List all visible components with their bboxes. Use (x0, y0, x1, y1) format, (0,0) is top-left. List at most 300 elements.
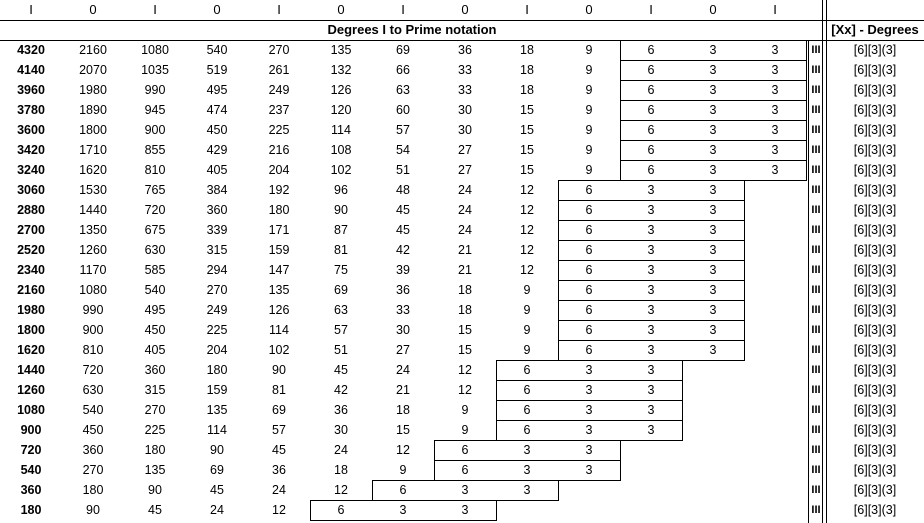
table-cell: 6 (337, 503, 345, 517)
row-degree-cell: 2700 (17, 223, 45, 237)
table-cell: 6 (399, 483, 407, 497)
table-cell: 126 (268, 303, 290, 317)
table-cell: 33 (458, 63, 472, 77)
header-cell: 0 (709, 2, 717, 17)
marker-cell: III (811, 64, 821, 76)
table-cell: 315 (206, 243, 228, 257)
table-cell: 9 (585, 163, 593, 177)
header-cell: 0 (213, 2, 221, 17)
table-cell: 945 (144, 103, 166, 117)
table-cell: 6 (523, 403, 531, 417)
marker-cell: III (811, 484, 821, 496)
table-cell: 720 (144, 203, 166, 217)
table-cell: 180 (268, 203, 290, 217)
table-cell: 114 (207, 423, 227, 437)
marker-cell: III (811, 164, 821, 176)
table-cell: 1620 (79, 163, 107, 177)
marker-cell: III (811, 104, 821, 116)
marker-cell: III (811, 504, 821, 516)
table-cell: 495 (206, 83, 228, 97)
table-cell: 45 (396, 203, 410, 217)
table-cell: 1710 (79, 143, 107, 157)
table-cell: 33 (396, 303, 410, 317)
table-cell: 630 (82, 383, 104, 397)
table-cell: 204 (206, 343, 228, 357)
table-cell: 450 (144, 323, 166, 337)
table-cell: 6 (647, 123, 655, 137)
header-cell: I (29, 2, 33, 17)
table-cell: 3 (585, 403, 593, 417)
table-cell: 3 (709, 223, 717, 237)
table-cell: 30 (458, 123, 472, 137)
table-cell: 495 (144, 303, 166, 317)
table-cell: 3 (399, 503, 407, 517)
table-cell: 45 (396, 223, 410, 237)
table-cell: 519 (206, 63, 228, 77)
table-cell: 1080 (141, 43, 169, 57)
right-value-cell: [6][3](3] (853, 483, 897, 497)
table-cell: 6 (585, 203, 593, 217)
table-cell: 24 (272, 483, 286, 497)
table-cell: 9 (585, 103, 593, 117)
table-cell: 45 (148, 503, 162, 517)
table-cell: 114 (269, 323, 289, 337)
highlight-box (558, 320, 745, 341)
table-cell: 360 (144, 363, 166, 377)
header-cell: 0 (585, 2, 593, 17)
table-cell: 18 (458, 303, 472, 317)
header-cell: 0 (89, 2, 97, 17)
table-cell: 3 (709, 283, 717, 297)
table-cell: 6 (585, 323, 593, 337)
table-cell: 69 (396, 43, 410, 57)
table-cell: 900 (144, 123, 166, 137)
highlight-box (310, 500, 497, 521)
row-degree-cell: 720 (20, 443, 42, 457)
highlight-box (558, 220, 745, 241)
table-cell: 9 (399, 463, 407, 477)
row-degree-cell: 1980 (17, 303, 45, 317)
table-cell: 18 (458, 283, 472, 297)
table-cell: 3 (647, 283, 655, 297)
table-cell: 225 (206, 323, 228, 337)
table-cell: 810 (82, 343, 104, 357)
highlight-box (620, 60, 807, 81)
right-value-cell: [6][3](3] (853, 283, 897, 297)
table-cell: 12 (520, 183, 534, 197)
table-cell: 180 (206, 363, 228, 377)
table-cell: 21 (458, 263, 472, 277)
marker-cell: III (811, 444, 821, 456)
table-cell: 24 (458, 183, 472, 197)
highlight-box (372, 480, 559, 501)
row-degree-cell: 1440 (17, 363, 45, 377)
table-cell: 3 (647, 383, 655, 397)
right-value-cell: [6][3](3] (853, 403, 897, 417)
right-value-cell: [6][3](3] (853, 343, 897, 357)
table-title: Degrees I to Prime notation (327, 22, 497, 37)
row-degree-cell: 3420 (17, 143, 45, 157)
right-value-cell: [6][3](3] (853, 83, 897, 97)
table-cell: 3 (771, 163, 779, 177)
table-cell: 474 (206, 103, 228, 117)
table-cell: 9 (585, 63, 593, 77)
table-cell: 315 (144, 383, 166, 397)
table-cell: 2070 (79, 63, 107, 77)
table-cell: 3 (585, 463, 593, 477)
table-cell: 3 (647, 243, 655, 257)
table-cell: 21 (458, 243, 472, 257)
right-value-cell: [6][3](3] (853, 503, 897, 517)
table-cell: 3 (709, 263, 717, 277)
right-value-cell: [6][3](3] (853, 423, 897, 437)
table-cell: 900 (82, 323, 104, 337)
row-degree-cell: 3780 (17, 103, 45, 117)
table-cell: 3 (771, 83, 779, 97)
table-cell: 12 (458, 363, 472, 377)
table-cell: 126 (330, 83, 352, 97)
table-cell: 81 (334, 243, 348, 257)
table-cell: 3 (461, 483, 469, 497)
table-cell: 294 (206, 263, 228, 277)
table-cell: 54 (396, 143, 410, 157)
table-cell: 3 (709, 163, 717, 177)
table-cell: 192 (268, 183, 290, 197)
table-cell: 81 (272, 383, 286, 397)
table-cell: 42 (396, 243, 410, 257)
table-cell: 1260 (79, 243, 107, 257)
table-cell: 3 (647, 403, 655, 417)
header-cell: I (277, 2, 281, 17)
table-cell: 6 (585, 283, 593, 297)
table-cell: 15 (458, 323, 472, 337)
row-degree-cell: 2340 (17, 263, 45, 277)
row-degree-cell: 2880 (17, 203, 45, 217)
row-degree-cell: 360 (20, 483, 42, 497)
table-cell: 204 (268, 163, 290, 177)
table-cell: 3 (709, 63, 717, 77)
table-cell: 6 (461, 443, 469, 457)
table-cell: 9 (461, 403, 469, 417)
table-cell: 990 (82, 303, 104, 317)
table-cell: 3 (709, 123, 717, 137)
row-degree-cell: 540 (20, 463, 42, 477)
marker-cell: III (811, 44, 821, 56)
table-cell: 12 (458, 383, 472, 397)
table-cell: 3 (585, 383, 593, 397)
marker-cell: III (811, 324, 821, 336)
table-cell: 630 (144, 243, 166, 257)
table-cell: 24 (458, 223, 472, 237)
table-cell: 1170 (79, 263, 107, 277)
row-degree-cell: 3060 (17, 183, 45, 197)
table-cell: 6 (523, 363, 531, 377)
right-column-title: [Xx] - Degrees (831, 22, 919, 37)
marker-cell: III (811, 224, 821, 236)
table-cell: 87 (334, 223, 348, 237)
table-cell: 3 (461, 503, 469, 517)
table-cell: 9 (523, 323, 531, 337)
table-cell: 18 (396, 403, 410, 417)
highlight-box (434, 460, 621, 481)
right-value-cell: [6][3](3] (853, 223, 897, 237)
table-cell: 63 (334, 303, 348, 317)
table-cell: 12 (396, 443, 410, 457)
table-cell: 27 (458, 143, 472, 157)
table-cell: 3 (647, 203, 655, 217)
right-value-cell: [6][3](3] (853, 323, 897, 337)
table-cell: 249 (268, 83, 290, 97)
highlight-box (558, 280, 745, 301)
table-cell: 36 (334, 403, 348, 417)
right-value-cell: [6][3](3] (853, 383, 897, 397)
table-cell: 96 (334, 183, 348, 197)
table-cell: 135 (330, 43, 352, 57)
table-cell: 6 (461, 463, 469, 477)
table-cell: 15 (520, 103, 534, 117)
table-cell: 3 (523, 443, 531, 457)
table-cell: 3 (585, 363, 593, 377)
table-cell: 159 (206, 383, 228, 397)
highlight-box (558, 200, 745, 221)
table-cell: 135 (268, 283, 290, 297)
table-cell: 30 (334, 423, 348, 437)
table-cell: 216 (268, 143, 290, 157)
table-cell: 3 (709, 323, 717, 337)
table-cell: 18 (520, 63, 534, 77)
table-cell: 237 (268, 103, 290, 117)
table-cell: 12 (520, 263, 534, 277)
table-cell: 3 (709, 83, 717, 97)
table-cell: 9 (523, 343, 531, 357)
table-cell: 3 (771, 123, 779, 137)
table-cell: 6 (585, 243, 593, 257)
marker-cell: III (811, 124, 821, 136)
marker-cell: III (811, 184, 821, 196)
marker-cell: III (811, 424, 821, 436)
row-degree-cell: 4320 (17, 43, 45, 57)
table-cell: 6 (647, 63, 655, 77)
table-cell: 1350 (79, 223, 107, 237)
right-value-cell: [6][3](3] (853, 243, 897, 257)
table-cell: 765 (144, 183, 166, 197)
table-cell: 75 (334, 263, 348, 277)
right-value-cell: [6][3](3] (853, 123, 897, 137)
table-cell: 6 (647, 43, 655, 57)
highlight-box (558, 260, 745, 281)
table-cell: 3 (709, 103, 717, 117)
table-cell: 57 (334, 323, 348, 337)
right-value-cell: [6][3](3] (853, 443, 897, 457)
row-degree-cell: 1800 (17, 323, 45, 337)
marker-cell: III (811, 364, 821, 376)
table-cell: 51 (396, 163, 410, 177)
table-cell: 102 (268, 343, 290, 357)
table-cell: 90 (334, 203, 348, 217)
highlight-box (496, 380, 683, 401)
table-cell: 30 (396, 323, 410, 337)
table-cell: 1890 (79, 103, 107, 117)
table-cell: 69 (210, 463, 224, 477)
marker-cell: III (811, 384, 821, 396)
table-cell: 405 (206, 163, 228, 177)
table-cell: 249 (206, 303, 228, 317)
table-cell: 3 (771, 143, 779, 157)
highlight-box (558, 180, 745, 201)
row-degree-cell: 3600 (17, 123, 45, 137)
highlight-box (620, 80, 807, 101)
table-cell: 3 (647, 263, 655, 277)
table-cell: 36 (458, 43, 472, 57)
highlight-box (558, 340, 745, 361)
table-cell: 1035 (141, 63, 169, 77)
row-degree-cell: 180 (20, 503, 42, 517)
table-cell: 132 (330, 63, 352, 77)
table-cell: 36 (396, 283, 410, 297)
table-cell: 3 (709, 343, 717, 357)
table-cell: 9 (523, 303, 531, 317)
right-value-cell: [6][3](3] (853, 363, 897, 377)
table-cell: 45 (272, 443, 286, 457)
table-cell: 18 (520, 83, 534, 97)
table-cell: 3 (647, 183, 655, 197)
table-cell: 3 (523, 463, 531, 477)
marker-cell: III (811, 344, 821, 356)
table-cell: 3 (647, 323, 655, 337)
table-cell: 60 (396, 103, 410, 117)
table-cell: 6 (585, 303, 593, 317)
table-cell: 384 (206, 183, 228, 197)
table-cell: 90 (86, 503, 100, 517)
table-cell: 675 (144, 223, 166, 237)
table-cell: 540 (144, 283, 166, 297)
table-cell: 270 (82, 463, 104, 477)
table-cell: 6 (585, 343, 593, 357)
table-cell: 6 (585, 183, 593, 197)
right-value-cell: [6][3](3] (853, 43, 897, 57)
table-cell: 3 (523, 483, 531, 497)
highlight-box (558, 240, 745, 261)
table-cell: 66 (396, 63, 410, 77)
row-degree-cell: 900 (20, 423, 42, 437)
marker-cell: III (811, 404, 821, 416)
highlight-box (620, 120, 807, 141)
table-cell: 6 (647, 143, 655, 157)
header-cell: 0 (461, 2, 469, 17)
table-cell: 12 (520, 243, 534, 257)
table-cell: 90 (272, 363, 286, 377)
table-cell: 3 (709, 183, 717, 197)
table-cell: 90 (148, 483, 162, 497)
table-cell: 147 (268, 263, 290, 277)
table-cell: 45 (210, 483, 224, 497)
table-cell: 15 (520, 163, 534, 177)
table-cell: 57 (272, 423, 286, 437)
table-cell: 63 (396, 83, 410, 97)
table-cell: 24 (334, 443, 348, 457)
highlight-box (496, 360, 683, 381)
table-cell: 3 (709, 43, 717, 57)
table-cell: 1980 (79, 83, 107, 97)
table-cell: 135 (144, 463, 166, 477)
right-value-cell: [6][3](3] (853, 303, 897, 317)
table-cell: 18 (520, 43, 534, 57)
table-cell: 12 (272, 503, 286, 517)
right-value-cell: [6][3](3] (853, 463, 897, 477)
highlight-box (496, 400, 683, 421)
marker-cell: III (811, 144, 821, 156)
table-cell: 270 (144, 403, 166, 417)
table-cell: 18 (334, 463, 348, 477)
table-cell: 6 (647, 163, 655, 177)
table-cell: 9 (461, 423, 469, 437)
right-value-cell: [6][3](3] (853, 163, 897, 177)
table-cell: 720 (82, 363, 104, 377)
marker-cell: III (811, 84, 821, 96)
header-cell: I (153, 2, 157, 17)
table-cell: 24 (210, 503, 224, 517)
table-cell: 9 (585, 43, 593, 57)
marker-cell: III (811, 204, 821, 216)
row-degree-cell: 2160 (17, 283, 45, 297)
table-cell: 450 (206, 123, 228, 137)
table-cell: 114 (331, 123, 351, 137)
table-cell: 3 (647, 363, 655, 377)
marker-cell: III (811, 284, 821, 296)
table-cell: 12 (520, 203, 534, 217)
table-cell: 69 (334, 283, 348, 297)
marker-cell: III (811, 304, 821, 316)
row-degree-cell: 4140 (17, 63, 45, 77)
right-value-cell: [6][3](3] (853, 203, 897, 217)
header-cell: I (773, 2, 777, 17)
table-cell: 6 (585, 223, 593, 237)
highlight-box (558, 300, 745, 321)
table-cell: 48 (396, 183, 410, 197)
table-cell: 3 (709, 243, 717, 257)
table-cell: 27 (396, 343, 410, 357)
table-cell: 360 (206, 203, 228, 217)
table-cell: 9 (585, 143, 593, 157)
table-cell: 135 (206, 403, 228, 417)
table-cell: 225 (144, 423, 166, 437)
highlight-box (434, 440, 621, 461)
table-cell: 30 (458, 103, 472, 117)
row-degree-cell: 3960 (17, 83, 45, 97)
table-cell: 108 (330, 143, 352, 157)
table-cell: 12 (334, 483, 348, 497)
table-cell: 540 (206, 43, 228, 57)
row-degree-cell: 2520 (17, 243, 45, 257)
table-cell: 270 (206, 283, 228, 297)
table-cell: 3 (709, 143, 717, 157)
table-cell: 360 (82, 443, 104, 457)
table-cell: 180 (144, 443, 166, 457)
table-cell: 15 (396, 423, 410, 437)
table-cell: 3 (647, 343, 655, 357)
header-cell: I (525, 2, 529, 17)
table-cell: 3 (771, 103, 779, 117)
table-cell: 24 (396, 363, 410, 377)
table-cell: 1800 (79, 123, 107, 137)
row-degree-cell: 1620 (17, 343, 45, 357)
table-cell: 3 (647, 303, 655, 317)
table-cell: 3 (771, 43, 779, 57)
table-cell: 15 (520, 143, 534, 157)
highlight-box (620, 160, 807, 181)
row-degree-cell: 1080 (17, 403, 45, 417)
table-cell: 45 (334, 363, 348, 377)
